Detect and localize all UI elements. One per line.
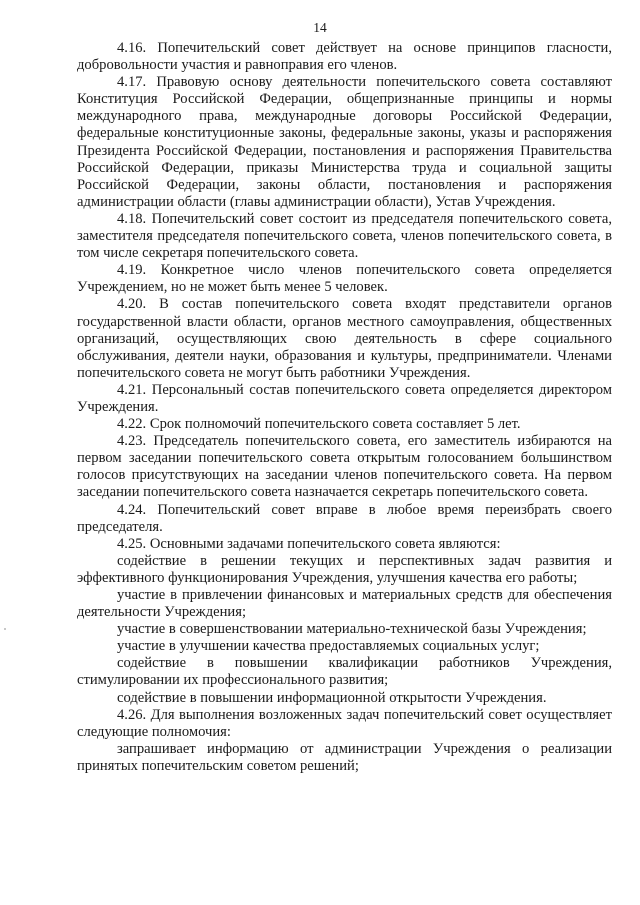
task-item-qualification: содействие в повышении квалификации работников Учреждения, стимулировании их профессионального развития; <box>77 655 612 689</box>
task-item-service-quality: участие в улучшении качества предоставляемых социальных услуг; <box>117 638 540 655</box>
power-item-request-info: запрашивает информацию от администрации Учреждения о реализации принятых попечительским советом решений; <box>77 740 612 774</box>
scan-speck <box>4 628 6 630</box>
paragraph-4-24: 4.24. Попечительский совет вправе в любое время переизбрать своего председателя. <box>77 501 612 535</box>
task-item-material-base: участие в совершенствовании материально-технической базы Учреждения; <box>117 621 587 638</box>
paragraph-4-17: 4.17. Правовую основу деятельности попечительского совета составляют Конституция Российской Федерации, общепризнанные принципы и нормы международного права, международные договоры Российской Федерации, федеральные конституционные законы, федеральные законы, указы и распоряжения Президента Российской Федерации, постановления и распоряжения Правительства Российской Федерации, приказы Министерства труда и социальной защиты Российской Федерации, законы области, постановления и распоряжения администрации области (главы администрации области), Устав Учреждения. <box>77 74 612 210</box>
paragraph-4-23: 4.23. Председатель попечительского совета, его заместитель избираются на первом заседании попечительского совета открытым голосованием большинством голосов присутствующих на заседании членов попечительского совета. На первом заседании попечительского совета назначается секретарь попечительского совета. <box>77 433 612 501</box>
task-item-development: содействие в решении текущих и перспективных задач развития и эффективного функционирования Учреждения, улучшения качества его работы; <box>77 552 612 586</box>
paragraph-4-21: 4.21. Персональный состав попечительского совета определяется директором Учреждения. <box>77 381 612 415</box>
paragraph-4-26: 4.26. Для выполнения возложенных задач попечительский совет осуществляет следующие полномочия: <box>77 706 612 740</box>
paragraph-4-25: 4.25. Основными задачами попечительского совета являются: <box>117 535 501 552</box>
document-body <box>77 40 612 775</box>
paragraph-4-19: 4.19. Конкретное число членов попечительского совета определяется Учреждением, но не может быть менее 5 человек. <box>77 262 612 296</box>
paragraph-4-16: 4.16. Попечительский совет действует на основе принципов гласности, добровольности участия и равноправия его членов. <box>77 40 612 74</box>
task-item-openness: содействие в повышении информационной открытости Учреждения. <box>117 689 547 706</box>
paragraph-4-22: 4.22. Срок полномочий попечительского совета составляет 5 лет. <box>117 416 521 433</box>
paragraph-4-18: 4.18. Попечительский совет состоит из председателя попечительского совета, заместителя председателя попечительского совета, членов попечительского совета, в том числе секретаря попечительского совета. <box>77 210 612 262</box>
task-item-funding: участие в привлечении финансовых и материальных средств для обеспечения деятельности Учреждения; <box>77 587 612 621</box>
page-number: 14 <box>313 20 327 35</box>
paragraph-4-20: 4.20. В состав попечительского совета входят представители органов государственной власти области, органов местного самоуправления, общественных организаций, осуществляющих свою деятельность в сфере социального обслуживания, деятели науки, образования и культуры, предприниматели. Членами попечительского совета не могут быть работники Учреждения. <box>77 296 612 381</box>
